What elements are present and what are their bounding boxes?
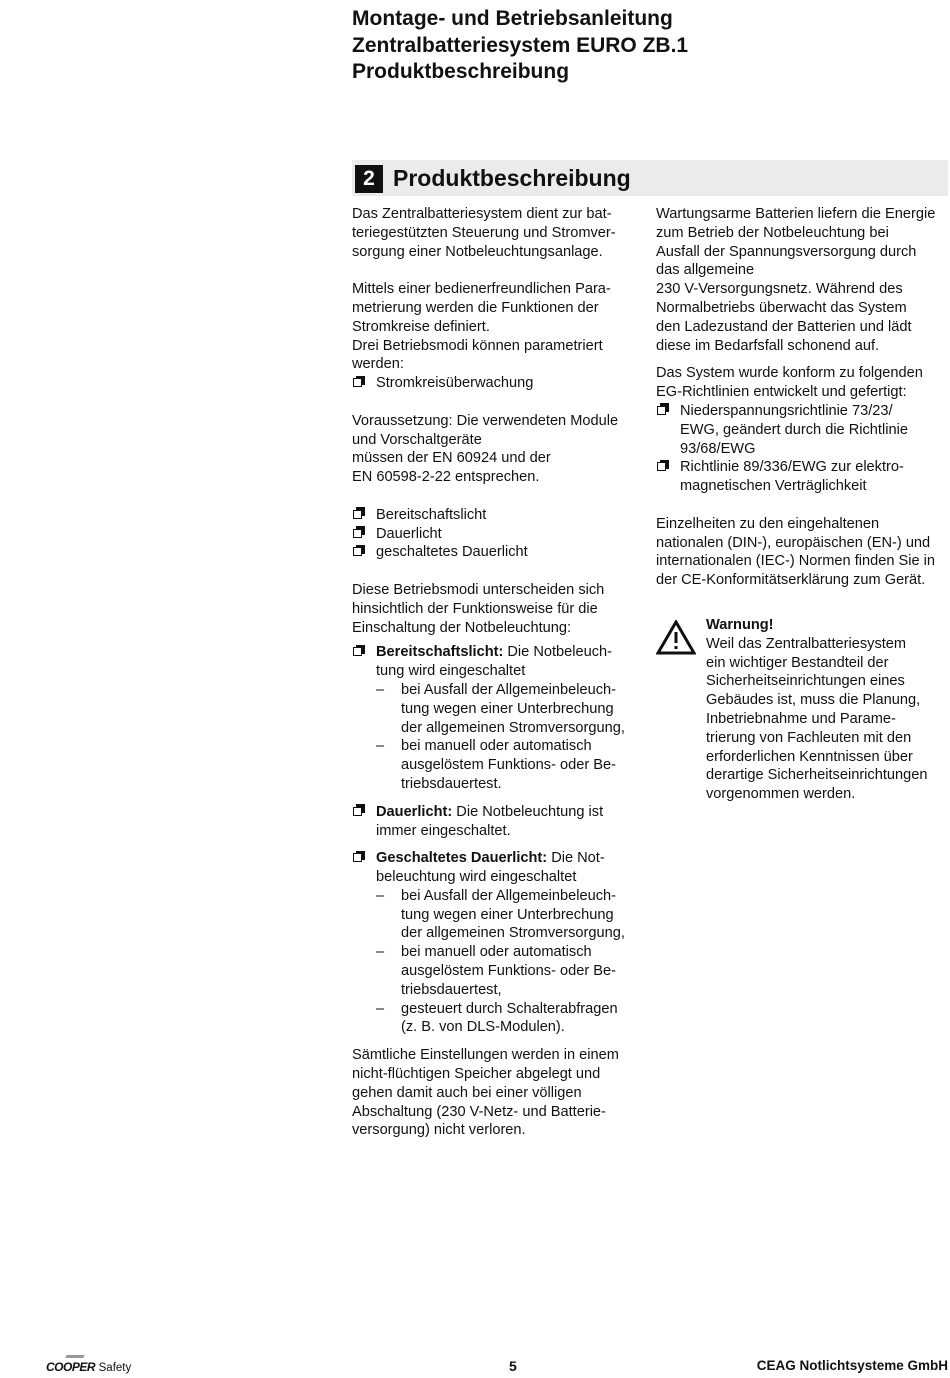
warning-text: Warnung! Weil das Zentralbatteriesystem ein wichtiger Bestandteil der Sicherheitseinrichtungen eines Gebäudes ist, muss die Planung, Inbetriebnahme und Parame- trierung von Fachleuten mit den erforderlichen Kenntnissen über derartige Sicherheitseinrichtungen vorgenommen werden. [706,617,928,803]
cooper-safety-logo: COOPER Safety [46,1359,131,1376]
right-column [656,205,950,590]
intro-paragraph: Das Zentralbatteriesystem dient zur bat- teriegestützten Steuerung und Stromver- sorgung einer Notbeleuchtungsanlage. [352,206,616,260]
checkbox-bullet-icon [353,510,362,519]
list-item: Niederspannungsrichtlinie 73/23/ EWG, geändert durch die Richtlinie 93/68/EWG [656,402,950,458]
warning-title: Warnung! [706,617,774,633]
checkbox-bullet-icon [353,647,362,656]
checkbox-bullet-icon [353,853,362,862]
bullet-stromkreisueberwachung: Stromkreisüberwachung [352,374,644,393]
checkbox-bullet-icon [353,547,362,556]
list-item: – bei Ausfall der Allgemeinbeleuch- tung wegen einer Unterbrechung der allgemeinen Stromversorgung, [376,887,625,942]
document-header [352,6,688,86]
standards-paragraph: Einzelheiten zu den eingehaltenen nationalen (DIN-), europäischen (EN-) und internationalen (IEC-) Normen finden Sie in der CE-Konformitätserklärung zum Gerät. [656,515,936,589]
list-item: geschaltetes Dauerlicht [352,543,644,562]
mode-geschaltetes-dauerlicht: Geschaltetes Dauerlicht: Die Not- beleuchtung wird eingeschaltet – bei Ausfall der Allgemeinbeleuch- tung wegen einer Unterbrechung der allgemeinen Stromversorgung, – bei manuell oder automatisch ausgelöstem Funktions- oder Be- triebsdauertest, – gesteuert durch Schalterabfragen (z. B. von DLS-Modulen). [352,849,644,1037]
battery-paragraph: Wartungsarme Batterien liefern die Energie zum Betrieb der Notbeleuchtung bei Ausfall der Spannungsversorgung durch das allgemeine 230 V-Versorgungsnetz. Während des Normalbetriebs überwacht das System den Ladezustand der Batterien und lädt diese im Bedarfsfall schonend auf. [656,206,936,354]
parameter-paragraph: Mittels einer bedienerfreundlichen Para- metrierung werden die Funktionen der Stromkreise definiert. Drei Betriebsmodi können parametriert werden: [352,281,611,373]
list-item: – gesteuert durch Schalterabfragen (z. B. von DLS-Modulen). [376,1000,618,1036]
final-paragraph: Sämtliche Einstellungen werden in einem nicht-flüchtigen Speicher abgelegt und gehen damit auch bei einer völligen Abschaltung (230 V-Netz- und Batterie- versorgung) nicht verloren. [352,1047,619,1139]
checkbox-bullet-icon [353,807,362,816]
list-item: – bei manuell oder automatisch ausgelöstem Funktions- oder Be- triebsdauertest. [376,738,616,792]
warning-triangle-icon [656,620,696,656]
mode-dauerlicht: Dauerlicht: Die Notbeleuchtung ist immer eingeschaltet. [352,803,644,841]
conformity-paragraph: Das System wurde konform zu folgenden EG-Richtlinien entwickelt und gefertigt: [656,365,923,401]
difference-paragraph: Diese Betriebsmodi unterscheiden sich hinsichtlich der Funktionsweise für die Einschaltung der Notbeleuchtung: [352,581,605,636]
list-item: Richtlinie 89/336/EWG zur elektro- magnetischen Verträglichkeit [656,458,950,496]
header-title-3: Produktbeschreibung [352,60,570,83]
mode-list [352,506,644,562]
page-number: 5 [509,1358,517,1374]
section-number: 2 [355,165,383,193]
checkbox-bullet-icon [353,529,362,538]
section-heading [352,160,948,196]
checkbox-bullet-icon [657,462,666,471]
list-item: – bei Ausfall der Allgemeinbeleuch- tung wegen einer Unterbrechung der allgemeinen Stromversorgung, [376,681,625,736]
list-item: Bereitschaftslicht [352,506,644,525]
header-title-1: Montage- und Betriebsanleitung [352,7,673,30]
checkbox-bullet-icon [353,378,362,387]
company-name: CEAG Notlichtsysteme GmbH [756,1358,948,1373]
mode-bereitschaftslicht: Bereitschaftslicht: Die Notbeleuch- tung wird eingeschaltet – bei Ausfall der Allgemeinbeleuch- tung wegen einer Unterbrechung der allgemeinen Stromversorgung, – bei manuell oder automatisch ausgelöstem Funktions- oder Be- triebsdauertest. [352,643,644,793]
left-column [352,205,644,1140]
checkbox-bullet-icon [657,406,666,415]
header-title-2: Zentralbatteriesystem EURO ZB.1 [352,33,689,57]
list-item: Dauerlicht [352,525,644,544]
prerequisite-paragraph: Voraussetzung: Die verwendeten Module und Vorschaltgeräte müssen der EN 60924 und der EN 60598-2-22 entsprechen. [352,412,619,486]
list-item: – bei manuell oder automatisch ausgelöstem Funktions- oder Be- triebsdauertest, [376,944,616,998]
section-title: Produktbeschreibung [393,165,631,191]
